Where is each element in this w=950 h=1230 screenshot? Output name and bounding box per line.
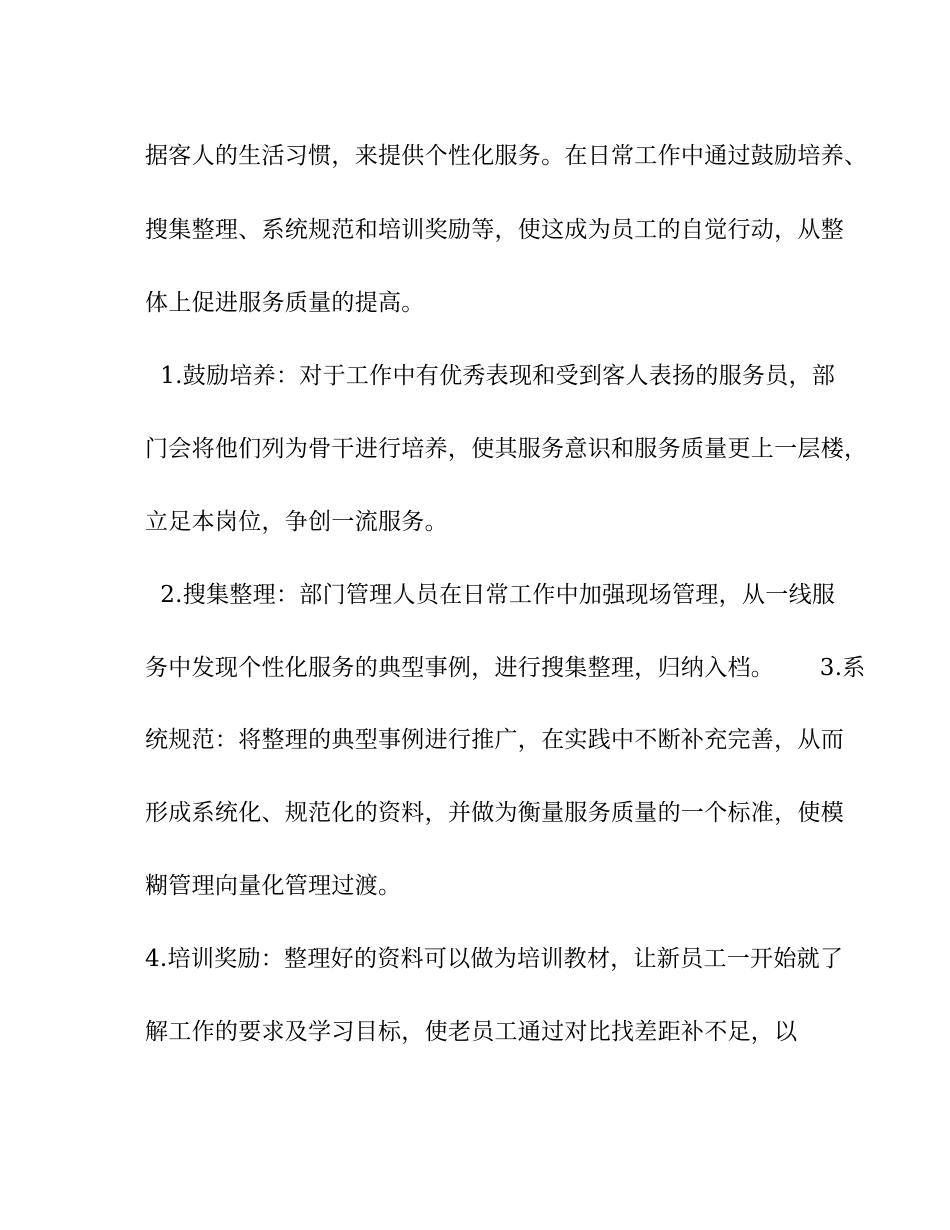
text-line: 门会将他们列为骨干进行培养，使其服务意识和服务质量更上一层楼， [145, 436, 868, 462]
text-line: 务中发现个性化服务的典型事例，进行搜集整理，归纳入档。 3.系 [145, 655, 866, 681]
text-line: 形成系统化、规范化的资料，并做为衡量服务质量的一个标准，使模 [145, 800, 844, 826]
text-line: 4.培训奖励：整理好的资料可以做为培训教材，让新员工一开始就了 [145, 946, 844, 972]
text-line: 体上促进服务质量的提高。 [145, 290, 425, 316]
text-line: 据客人的生活习惯，来提供个性化服务。在日常工作中通过鼓励培养、 [145, 143, 868, 169]
text-line: 统规范：将整理的典型事例进行推广，在实践中不断补充完善，从而 [145, 727, 844, 753]
text-line: 1.鼓励培养：对于工作中有优秀表现和受到客人表扬的服务员，部 [145, 363, 836, 389]
text-line: 搜集整理、系统规范和培训奖励等，使这成为员工的自觉行动，从整 [145, 217, 844, 243]
text-line: 解工作的要求及学习目标，使老员工通过对比找差距补不足，以 [145, 1019, 798, 1045]
text-line: 立足本岗位，争创一流服务。 [145, 509, 448, 535]
text-line: 糊管理向量化管理过渡。 [145, 873, 402, 899]
text-line: 2.搜集整理：部门管理人员在日常工作中加强现场管理，从一线服 [145, 582, 836, 608]
